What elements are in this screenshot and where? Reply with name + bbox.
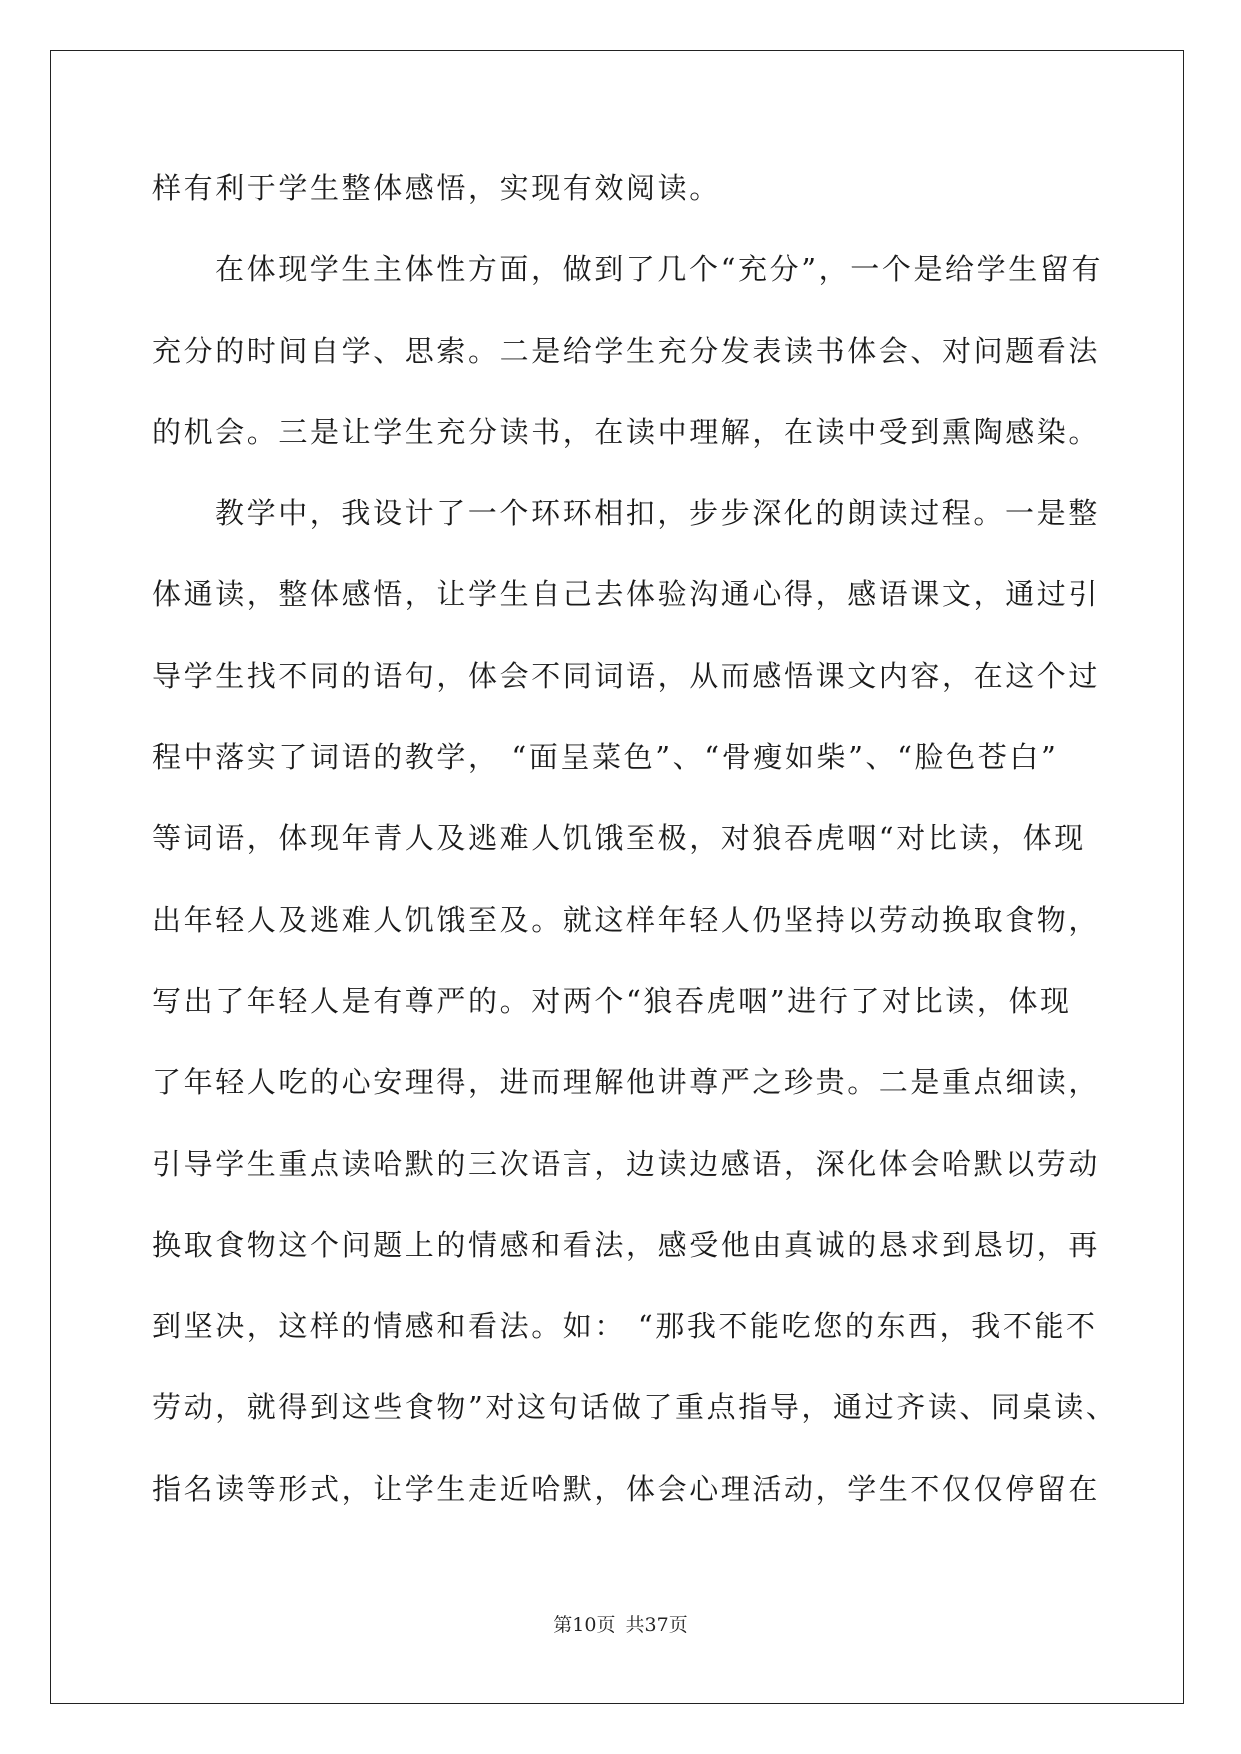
text-line: 到坚决，这样的情感和看法。如： “那我不能吃您的东西，我不能不	[152, 1309, 1098, 1344]
text-line: 充分的时间自学、思索。二是给学生充分发表读书体会、对问题看法	[152, 333, 1101, 368]
page-footer	[0, 1613, 1241, 1637]
text-line: 教学中，我设计了一个环环相扣，步步深化的朗读过程。一是整	[215, 496, 1100, 531]
document-body	[152, 160, 1118, 1542]
text-line: 的机会。三是让学生充分读书，在读中理解，在读中受到熏陶感染。	[152, 414, 1101, 449]
text-line: 引导学生重点读哈默的三次语言，边读边感语，深化体会哈默以劳动	[152, 1146, 1101, 1181]
text-line: 劳动，就得到这些食物”对这句话做了重点指导，通过齐读、同桌读、	[152, 1390, 1118, 1425]
text-line: 导学生找不同的语句，体会不同词语，从而感悟课文内容，在这个过	[152, 658, 1101, 693]
text-line: 换取食物这个问题上的情感和看法，感受他由真诚的恳求到恳切，再	[152, 1227, 1101, 1262]
text-line: 写出了年轻人是有尊严的。对两个“狼吞虎咽”进行了对比读，体现	[152, 983, 1072, 1018]
text-line: 了年轻人吃的心安理得，进而理解他讲尊严之珍贵。二是重点细读，	[152, 1065, 1101, 1100]
text-line: 出年轻人及逃难人饥饿至及。就这样年轻人仍坚持以劳动换取食物，	[152, 902, 1101, 937]
text-line: 在体现学生主体性方面，做到了几个“充分”，一个是给学生留有	[215, 252, 1104, 287]
page-number-label: 第10页 共37页	[553, 1614, 688, 1636]
text-line: 样有利于学生整体感悟，实现有效阅读。	[152, 171, 721, 205]
text-line: 等词语，体现年青人及逃难人饥饿至极，对狼吞虎咽“对比读，体现	[152, 821, 1086, 856]
text-line: 程中落实了词语的教学， “面呈菜色”、“骨瘦如柴”、“脸色苍白”	[152, 740, 1059, 775]
text-line: 指名读等形式，让学生走近哈默，体会心理活动，学生不仅仅停留在	[152, 1471, 1101, 1506]
text-line: 体通读，整体感悟，让学生自己去体验沟通心得，感语课文，通过引	[152, 577, 1101, 612]
